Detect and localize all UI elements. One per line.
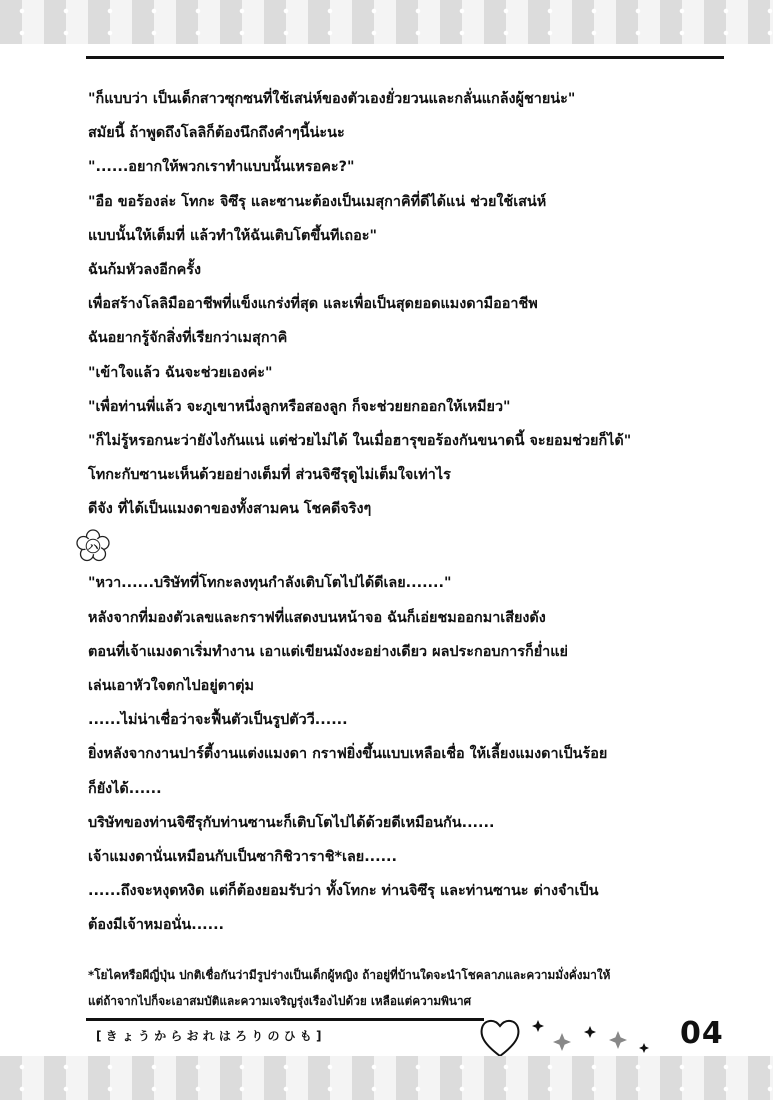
flower-divider-icon [76,529,110,563]
text-line: โทกะกับซานะเห็นด้วยอย่างเต็มที่ ส่วนจิซึรุดูไม่เต็มใจเท่าไร [88,467,451,484]
footer-decoration [478,1012,668,1062]
star-icon [532,1020,544,1032]
text-line: ฉันก้มหัวลงอีกครั้ง [88,261,201,278]
text-line: เพื่อสร้างโลลิมืออาชีพที่แข็งแกร่งที่สุด และเพื่อเป็นสุดยอดแมงดามืออาชีพ [88,296,538,313]
page-body [88,82,728,943]
footnote-line: แต่ถ้าจากไปก็จะเอาสมบัติและความเจริญรุ่งเรืองไปด้วย เหลือแต่ความพินาศ [88,994,472,1008]
section-mark: ハ [87,540,99,554]
text-line: เจ้าแมงดานั่นเหมือนกับเป็นซากิชิวาราชิ*เลย...... [88,848,397,865]
text-line: ฉันอยากรู้จักสิ่งที่เรียกว่าเมสุกาคิ [88,330,288,347]
heart-icon [482,1021,519,1056]
text-line: "เข้าใจแล้ว ฉันจะช่วยเองค่ะ" [88,364,273,381]
text-line: แบบนั้นให้เต็มที่ แล้วทำให้ฉันเติบโตขึ้นทีเถอะ" [88,227,378,244]
text-line: ยิ่งหลังจากงานปาร์ตี้งานแต่งแมงดา กราฟยิ่งขึ้นแบบเหลือเชื่อ ให้เลี้ยงแมงดาเป็นร้อย [88,746,608,763]
star-icon [609,1031,627,1049]
text-line: ตอนที่เจ้าแมงดาเริ่มทำงาน เอาแต่เขียนมังงะอย่างเดียว ผลประกอบการก็ย่ำแย่ [88,643,568,660]
text-line: "ก็ไม่รู้หรอกนะว่ายังไงกันแน่ แต่ช่วยไม่ได้ ในเมื่อฮารุขอร้องกันขนาดนี้ จะยอมช่วยก็ได้" [88,432,632,449]
text-line: ต้องมีเจ้าหมอนั่น...... [88,917,225,934]
text-line: เล่นเอาหัวใจตกไปอยู่ตาตุ่ม [88,678,255,694]
text-line: ......ถึงจะหงุดหงิด แต่ก็ต้องยอมรับว่า ทั้งโทกะ ท่านจิซึรุ และท่านซานะ ต่างจำเป็น [88,883,599,900]
text-line: "เพื่อท่านพี่แล้ว จะภูเขาหนึ่งลูกหรือสองลูก ก็จะช่วยยกออกให้เหมียว" [88,398,511,415]
text-line: ......ไม่น่าเชื่อว่าจะฟื้นตัวเป็นรูปตัววี...... [88,712,348,729]
text-line: "ก็แบบว่า เป็นเด็กสาวซุกซนที่ใช้เสน่ห์ของตัวเองยั่วยวนและกลั่นแกล้งผู้ชายน่ะ" [88,91,576,107]
text-line: หลังจากที่มองตัวเลขและกราฟที่แสดงบนหน้าจอ ฉันก็เอ่ยชมออกมาเสียงดัง [88,609,546,626]
page-number: 04 [680,1016,724,1051]
text-line: ก็ยังได้...... [88,780,162,797]
footnote [88,962,728,1014]
star-icon [639,1043,649,1053]
text-line: บริษัทของท่านจิซึรุกับท่านซานะก็เติบโตไปได้ด้วยดีเหมือนกัน...... [88,814,495,831]
series-title: [ き ょ う か ら お れ は ろ り の ひ も ] [96,1029,322,1043]
star-icon [584,1026,596,1038]
text-line: "หวา......บริษัทที่โทกะลงทุนกำลังเติบโตไปได้ดีเลย......." [88,575,452,592]
footer-rule [86,1018,484,1021]
footnote-line: *โยไคหรือผีญี่ปุ่น ปกติเชื่อกันว่ามีรูปร่างเป็นเด็กผู้หญิง ถ้าอยู่ที่บ้านใดจะนำโชคลาภและความมั่งคั่งมาให้ [88,968,611,982]
star-icon [553,1033,571,1051]
top-rule [86,56,724,59]
paragraph-block-2 [88,566,728,942]
text-line: "อือ ขอร้องล่ะ โทกะ จิซึรุ และซานะต้องเป็นเมสุกาคิที่ดีได้แน่ ช่วยใช้เสน่ห์ [88,193,547,210]
paragraph-block-1 [88,82,728,526]
top-decorative-band [0,0,773,44]
bottom-decorative-band [0,1056,773,1100]
scene-break [88,526,728,566]
text-line: สมัยนี้ ถ้าพูดถึงโลลิก็ต้องนึกถึงคำๆนี้น่ะนะ [88,125,345,142]
text-line: "......อยากให้พวกเราทำแบบนั้นเหรอคะ?" [88,159,355,176]
text-line: ดีจัง ที่ได้เป็นแมงดาของทั้งสามคน โชคดีจริงๆ [88,501,372,518]
